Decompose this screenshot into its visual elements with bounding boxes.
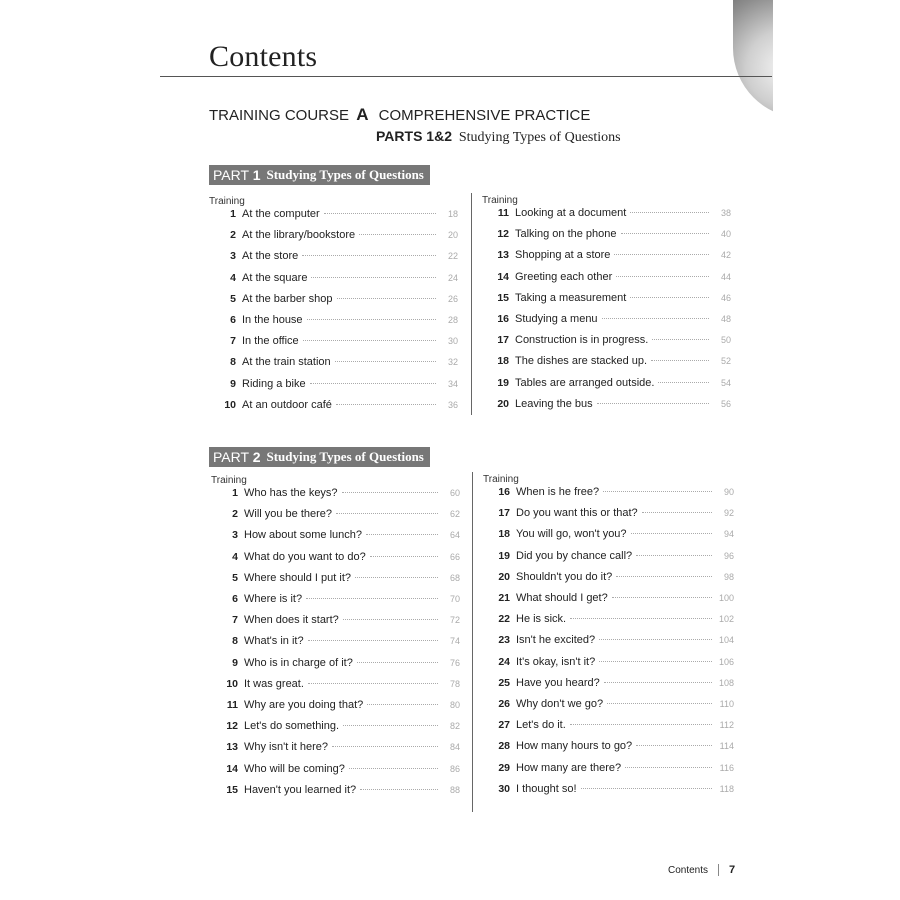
toc-entry-number: 24	[498, 655, 510, 668]
toc-dot-leader	[642, 512, 712, 513]
toc-entry-page: 20	[447, 230, 458, 241]
toc-entry-page: 112	[719, 720, 734, 731]
toc-entry[interactable]	[489, 271, 731, 285]
toc-entry-number: 27	[498, 719, 510, 732]
toc-dot-leader	[359, 234, 436, 235]
toc-entry[interactable]	[218, 720, 460, 734]
toc-entry[interactable]	[218, 699, 460, 713]
toc-entry-title: At the train station	[242, 356, 331, 369]
toc-entry-number: 20	[498, 570, 510, 583]
toc-entry-title: How many hours to go?	[516, 740, 633, 753]
toc-entry-title: Shouldn't you do it?	[516, 570, 613, 583]
toc-entry-title: At the barber shop	[242, 292, 333, 305]
toc-entry-title: Why isn't it here?	[244, 741, 329, 754]
toc-entry-page: 82	[449, 721, 460, 732]
toc-dot-leader	[360, 789, 438, 790]
toc-entry[interactable]	[489, 292, 731, 306]
toc-entry-title: The dishes are stacked up.	[515, 355, 648, 368]
toc-dot-leader	[625, 767, 712, 768]
toc-dot-leader	[357, 662, 438, 663]
toc-dot-leader	[349, 768, 438, 769]
toc-entry-title: At an outdoor café	[242, 398, 332, 411]
toc-entry-number: 28	[498, 740, 510, 753]
toc-entry-title: Isn't he excited?	[516, 634, 596, 647]
toc-entry[interactable]	[490, 550, 734, 564]
toc-entry-page: 48	[720, 314, 731, 324]
toc-entry-page: 52	[720, 356, 731, 367]
toc-entry-title: Let's do it.	[516, 719, 566, 732]
toc-entry-number: 29	[498, 761, 510, 774]
toc-entry-title: How many are there?	[516, 761, 622, 774]
toc-entry-page: 72	[449, 615, 460, 626]
footer-page-number: 7	[729, 864, 736, 876]
toc-entry[interactable]	[489, 207, 731, 221]
toc-entry-page: 118	[719, 783, 734, 794]
toc-dot-leader	[603, 491, 712, 492]
toc-dot-leader	[302, 255, 436, 256]
toc-entry-number: 15	[226, 783, 238, 796]
toc-entry[interactable]	[490, 613, 734, 627]
toc-entry-page: 102	[718, 614, 734, 625]
toc-dot-leader	[616, 576, 712, 577]
toc-entry[interactable]	[216, 356, 458, 370]
toc-entry[interactable]	[490, 528, 734, 542]
toc-entry-title: Who is in charge of it?	[244, 656, 353, 669]
toc-entry[interactable]	[490, 486, 734, 500]
toc-entry-title: Who will be coming?	[244, 762, 345, 775]
toc-entry[interactable]	[490, 677, 734, 691]
corner-photo	[733, 0, 773, 118]
toc-entry[interactable]	[218, 678, 460, 692]
toc-dot-leader	[652, 339, 709, 340]
part2-right-training-label: Training	[483, 474, 519, 485]
toc-entry[interactable]	[218, 551, 460, 565]
toc-entry-page: 90	[723, 487, 734, 497]
toc-dot-leader	[310, 383, 436, 384]
toc-entry-title: Where is it?	[244, 593, 303, 605]
part2-column-divider	[472, 472, 473, 812]
toc-entry-number: 1	[232, 487, 238, 499]
toc-entry-number: 11	[497, 207, 509, 219]
toc-dot-leader	[342, 492, 438, 493]
toc-entry-title: At the library/bookstore	[242, 229, 356, 242]
toc-entry-number: 30	[498, 782, 510, 795]
toc-dot-leader	[607, 703, 712, 704]
footer-separator	[718, 864, 719, 876]
toc-entry-title: You will go, won't you?	[516, 528, 627, 541]
toc-entry-number: 3	[232, 529, 238, 542]
toc-entry[interactable]	[216, 399, 458, 413]
toc-dot-leader	[308, 683, 438, 684]
part2-title: Studying Types of Questions	[266, 449, 424, 464]
toc-entry-number: 4	[232, 550, 238, 563]
toc-entry[interactable]	[218, 763, 460, 777]
toc-entry-title: How about some lunch?	[244, 529, 363, 542]
toc-entry-page: 92	[723, 508, 734, 519]
toc-entry[interactable]	[490, 592, 734, 606]
part2-left-training-label: Training	[211, 475, 247, 486]
toc-entry[interactable]	[489, 398, 731, 412]
toc-entry-number: 10	[224, 398, 236, 411]
toc-entry-page: 108	[718, 677, 734, 688]
toc-dot-leader	[570, 618, 712, 619]
toc-dot-leader	[332, 746, 438, 747]
toc-entry[interactable]	[216, 378, 458, 392]
toc-entry-number: 16	[498, 486, 510, 498]
course-heading	[209, 105, 590, 125]
toc-entry-number: 13	[497, 249, 509, 262]
toc-entry-page: 68	[449, 572, 460, 583]
toc-entry[interactable]	[490, 656, 734, 670]
toc-dot-leader	[614, 254, 709, 255]
toc-entry-page: 74	[449, 636, 460, 647]
toc-entry[interactable]	[216, 293, 458, 307]
toc-entry-number: 23	[498, 634, 510, 647]
part1-right-training-label: Training	[482, 195, 518, 206]
toc-entry-number: 19	[497, 376, 509, 389]
course-name: COMPREHENSIVE PRACTICE	[378, 107, 591, 124]
toc-dot-leader	[367, 704, 438, 705]
toc-entry-title: What should I get?	[516, 592, 608, 604]
toc-entry-number: 12	[497, 228, 509, 241]
toc-entry-number: 25	[498, 676, 510, 689]
toc-dot-leader	[630, 297, 709, 298]
toc-entry-title: It's okay, isn't it?	[516, 655, 596, 668]
toc-entry-title: Studying a menu	[515, 313, 598, 325]
toc-entry-number: 12	[226, 720, 238, 733]
toc-dot-leader	[658, 382, 709, 383]
page-title: Contents	[209, 40, 318, 73]
toc-entry-number: 5	[230, 292, 236, 305]
toc-entry[interactable]	[490, 634, 734, 648]
toc-entry-title: In the office	[242, 335, 299, 348]
toc-entry-title: In the house	[242, 314, 303, 326]
toc-entry[interactable]	[489, 313, 731, 327]
toc-entry-number: 8	[232, 635, 238, 648]
toc-entry-title: Why don't we go?	[516, 698, 604, 710]
toc-entry[interactable]	[490, 762, 734, 776]
toc-entry-page: 26	[447, 293, 458, 304]
toc-entry-page: 84	[449, 742, 460, 753]
toc-entry[interactable]	[490, 571, 734, 585]
title-rule	[160, 76, 772, 77]
toc-entry-page: 96	[723, 550, 734, 561]
toc-entry-title: I thought so!	[516, 782, 577, 795]
toc-entry-title: He is sick.	[516, 613, 567, 626]
toc-entry-number: 4	[230, 271, 236, 284]
toc-dot-leader	[307, 319, 436, 320]
toc-entry-page: 24	[447, 272, 458, 283]
toc-entry-page: 50	[720, 335, 731, 346]
toc-entry-page: 78	[449, 678, 460, 689]
toc-entry-page: 80	[449, 700, 460, 710]
toc-entry-number: 16	[497, 313, 509, 325]
toc-entry-number: 7	[232, 614, 238, 627]
toc-dot-leader	[599, 661, 712, 662]
part2-header	[209, 447, 430, 467]
course-letter: A	[356, 105, 369, 124]
toc-entry-number: 22	[498, 613, 510, 626]
toc-entry[interactable]	[218, 657, 460, 671]
toc-entry-page: 34	[447, 378, 458, 389]
toc-entry[interactable]	[218, 741, 460, 755]
toc-entry-title: Haven't you learned it?	[244, 783, 357, 796]
toc-entry-page: 36	[447, 399, 458, 410]
toc-dot-leader	[636, 745, 712, 746]
toc-dot-leader	[604, 682, 712, 683]
parts-heading	[376, 128, 621, 146]
part2-number: 2	[252, 449, 261, 465]
toc-dot-leader	[621, 233, 709, 234]
toc-entry[interactable]	[218, 614, 460, 628]
toc-dot-leader	[616, 276, 709, 277]
toc-entry[interactable]	[490, 507, 734, 521]
toc-entry-title: Construction is in progress.	[515, 334, 649, 347]
toc-entry-page: 114	[719, 741, 734, 752]
toc-entry-number: 14	[497, 270, 509, 283]
toc-entry-number: 17	[497, 334, 509, 347]
toc-entry-page: 62	[449, 509, 460, 520]
toc-entry-page: 100	[718, 593, 734, 603]
part2-label: PART	[213, 449, 249, 465]
toc-entry-title: Let's do something.	[244, 720, 340, 733]
toc-entry-title: Riding a bike	[242, 377, 306, 390]
toc-entry-page: 116	[719, 762, 734, 773]
toc-dot-leader	[599, 639, 712, 640]
toc-dot-leader	[612, 597, 712, 598]
toc-entry-number: 9	[230, 377, 236, 390]
toc-dot-leader	[355, 577, 438, 578]
toc-dot-leader	[324, 213, 436, 214]
toc-entry[interactable]	[218, 593, 460, 607]
toc-entry-page: 70	[449, 594, 460, 604]
footer-label: Contents	[668, 864, 709, 876]
toc-dot-leader	[366, 534, 438, 535]
part1-column-divider	[471, 193, 472, 415]
toc-entry-title: Will you be there?	[244, 508, 333, 521]
toc-entry-title: Do you want this or that?	[516, 507, 638, 520]
toc-dot-leader	[306, 598, 438, 599]
toc-entry-title: When is he free?	[516, 486, 600, 498]
toc-entry-page: 98	[723, 571, 734, 582]
toc-entry-title: What's in it?	[244, 635, 304, 648]
part1-title: Studying Types of Questions	[266, 167, 424, 182]
toc-dot-leader	[303, 340, 436, 341]
toc-entry-number: 6	[232, 593, 238, 605]
toc-entry-number: 10	[226, 677, 238, 690]
toc-entry[interactable]	[216, 208, 458, 222]
toc-entry-number: 18	[498, 528, 510, 541]
toc-entry-page: 54	[720, 377, 731, 388]
toc-entry-number: 20	[497, 397, 509, 410]
toc-entry[interactable]	[218, 529, 460, 543]
toc-dot-leader	[602, 318, 709, 319]
toc-entry[interactable]	[216, 229, 458, 243]
toc-dot-leader	[311, 277, 436, 278]
toc-entry-page: 110	[719, 699, 734, 709]
toc-entry-number: 1	[230, 208, 236, 220]
toc-entry-page: 94	[723, 529, 734, 540]
toc-entry-title: Talking on the phone	[515, 228, 617, 241]
toc-entry-number: 3	[230, 250, 236, 263]
course-prefix: TRAINING COURSE	[209, 107, 350, 124]
toc-entry[interactable]	[216, 314, 458, 328]
toc-entry-page: 86	[449, 763, 460, 774]
toc-entry-number: 19	[498, 549, 510, 562]
toc-dot-leader	[630, 212, 709, 213]
toc-entry-title: Did you by chance call?	[516, 549, 633, 562]
toc-entry-page: 60	[449, 488, 460, 498]
toc-entry-title: At the square	[242, 271, 308, 284]
toc-entry-number: 14	[226, 762, 238, 775]
toc-entry-number: 2	[230, 229, 236, 242]
toc-entry-page: 104	[718, 635, 734, 646]
toc-entry-number: 21	[498, 592, 510, 604]
toc-entry-title: Why are you doing that?	[244, 699, 364, 711]
toc-dot-leader	[370, 556, 438, 557]
toc-entry-number: 7	[230, 335, 236, 348]
toc-entry[interactable]	[218, 635, 460, 649]
toc-entry-title: When does it start?	[244, 614, 339, 627]
toc-entry[interactable]	[489, 334, 731, 348]
toc-dot-leader	[631, 533, 712, 534]
toc-entry[interactable]	[490, 740, 734, 754]
toc-entry-number: 13	[226, 741, 238, 754]
toc-entry-number: 2	[232, 508, 238, 521]
toc-entry-page: 88	[449, 784, 460, 795]
part1-number: 1	[252, 167, 261, 183]
toc-entry[interactable]	[218, 487, 460, 501]
toc-entry-title: Who has the keys?	[244, 487, 338, 499]
toc-entry-number: 17	[498, 507, 510, 520]
toc-entry-title: Looking at a document	[515, 207, 627, 219]
toc-entry[interactable]	[490, 719, 734, 733]
toc-dot-leader	[581, 788, 712, 789]
toc-entry[interactable]	[218, 572, 460, 586]
toc-dot-leader	[570, 724, 712, 725]
toc-entry[interactable]	[489, 377, 731, 391]
toc-entry[interactable]	[216, 335, 458, 349]
parts-title: Studying Types of Questions	[458, 130, 621, 145]
toc-entry[interactable]	[218, 508, 460, 522]
toc-dot-leader	[337, 298, 436, 299]
toc-entry-page: 22	[447, 251, 458, 262]
toc-entry[interactable]	[489, 228, 731, 242]
part1-header	[209, 165, 430, 185]
toc-entry-page: 76	[449, 657, 460, 668]
toc-entry[interactable]	[218, 784, 460, 798]
toc-entry-number: 11	[226, 699, 238, 711]
toc-entry-number: 18	[497, 355, 509, 368]
page-footer	[668, 864, 735, 876]
part1-left-training-label: Training	[209, 196, 245, 207]
toc-dot-leader	[308, 640, 438, 641]
toc-entry-page: 66	[449, 551, 460, 562]
toc-entry[interactable]	[490, 698, 734, 712]
toc-entry-page: 28	[447, 315, 458, 325]
toc-entry-title: At the computer	[242, 208, 320, 220]
toc-entry[interactable]	[489, 355, 731, 369]
toc-entry[interactable]	[490, 783, 734, 797]
toc-entry-page: 32	[447, 357, 458, 368]
toc-dot-leader	[336, 513, 438, 514]
toc-entry-page: 56	[720, 398, 731, 409]
toc-entry-title: What do you want to do?	[244, 550, 366, 563]
toc-entry-number: 6	[230, 314, 236, 326]
toc-entry-title: Have you heard?	[516, 676, 600, 689]
toc-entry-title: Taking a measurement	[515, 291, 627, 304]
toc-entry[interactable]	[489, 249, 731, 263]
toc-entry-page: 46	[720, 292, 731, 303]
toc-entry[interactable]	[216, 250, 458, 264]
toc-entry-page: 44	[720, 271, 731, 282]
toc-entry-page: 30	[447, 336, 458, 347]
toc-dot-leader	[336, 404, 436, 405]
toc-dot-leader	[651, 360, 709, 361]
toc-entry-title: At the store	[242, 250, 299, 263]
toc-entry-title: Where should I put it?	[244, 571, 352, 584]
toc-dot-leader	[335, 361, 436, 362]
toc-dot-leader	[636, 555, 712, 556]
toc-entry-page: 38	[720, 208, 731, 218]
toc-entry-title: Leaving the bus	[515, 397, 593, 410]
toc-entry-title: Shopping at a store	[515, 249, 611, 262]
toc-entry-page: 42	[720, 250, 731, 261]
toc-entry-number: 5	[232, 571, 238, 584]
toc-dot-leader	[343, 725, 438, 726]
toc-entry-page: 106	[718, 656, 734, 667]
toc-dot-leader	[597, 403, 709, 404]
toc-entry-title: It was great.	[244, 677, 304, 690]
toc-entry-title: Tables are arranged outside.	[515, 376, 655, 389]
toc-entry-number: 15	[497, 291, 509, 304]
toc-entry-page: 40	[720, 229, 731, 240]
toc-entry-page: 64	[449, 530, 460, 541]
toc-entry-page: 18	[447, 209, 458, 219]
parts-label: PARTS 1&2	[376, 128, 452, 144]
toc-entry-number: 26	[498, 698, 510, 710]
toc-entry-number: 9	[232, 656, 238, 669]
toc-entry-title: Greeting each other	[515, 270, 613, 283]
toc-entry-number: 8	[230, 356, 236, 369]
part1-label: PART	[213, 167, 249, 183]
toc-entry[interactable]	[216, 272, 458, 286]
toc-dot-leader	[343, 619, 438, 620]
